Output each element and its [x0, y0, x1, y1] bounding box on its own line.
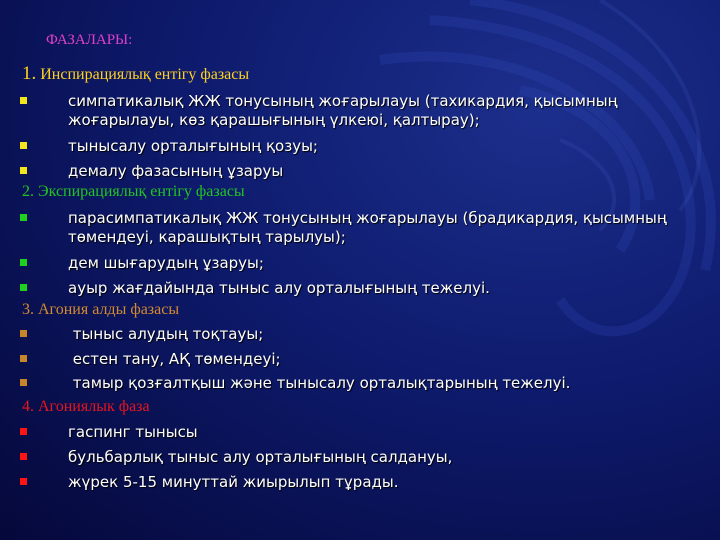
list-item	[20, 137, 710, 156]
list-item	[20, 350, 710, 369]
list-item	[20, 473, 710, 492]
bullet-icon	[20, 379, 27, 386]
list-item-text: ауыр жағдайында тыныс алу орталығының тежелуі.	[68, 279, 490, 297]
list-item	[20, 209, 710, 247]
bullet-icon	[20, 167, 27, 174]
list-item-text: дем шығарудың ұзаруы;	[68, 254, 264, 272]
phase-3-heading: 3. Агония алды фазасы	[22, 301, 180, 318]
bullet-icon	[20, 330, 27, 337]
list-item	[20, 448, 710, 467]
list-item	[20, 423, 710, 442]
list-item-text: тынысалу орталығының қозуы;	[68, 137, 318, 155]
list-item-text: демалу фазасының ұзаруы	[68, 162, 284, 180]
bullet-icon	[20, 259, 27, 266]
list-item-text: тамыр қозғалтқыш және тынысалу орталықтарының тежелуі.	[68, 374, 571, 392]
list-item	[20, 162, 710, 181]
list-item-text: симпатикалық ЖЖ тонусының жоғарылауы (тахикардия, қысымның жоғарылауы, көз қарашығының үлкеюі, қалтырау);	[68, 92, 618, 129]
bullet-icon	[20, 355, 27, 362]
list-item	[20, 325, 710, 344]
phase-4-heading: 4. Агониялык фаза	[22, 398, 150, 415]
bullet-icon	[20, 428, 27, 435]
list-item	[20, 92, 710, 130]
phase-1-number: 1.	[22, 63, 37, 84]
list-item-text: бульбарлық тыныс алу орталығының салдануы,	[68, 448, 453, 466]
bullet-icon	[20, 284, 27, 291]
bullet-icon	[20, 478, 27, 485]
list-item-text: естен тану, АҚ төмендеуі;	[68, 350, 281, 368]
list-item-text: парасимпатикалық ЖЖ тонусының жоғарылауы (брадикардия, қысымның төмендеуі, карашықтың тарылуы);	[68, 209, 667, 246]
phase-1-heading	[22, 63, 249, 85]
list-item	[20, 279, 710, 298]
list-item	[20, 374, 710, 393]
phase-2-heading: 2. Экспирациялық ентігу фазасы	[22, 183, 245, 200]
slide-title: ФАЗАЛАРЫ:	[46, 32, 133, 48]
bullet-icon	[20, 453, 27, 460]
list-item	[20, 254, 710, 273]
bullet-icon	[20, 142, 27, 149]
bullet-icon	[20, 97, 27, 104]
phase-1-title: Инспирациялық ентігу фазасы	[40, 66, 250, 83]
list-item-text: гаспинг тынысы	[68, 423, 198, 441]
list-item-text: тыныс алудың тоқтауы;	[68, 325, 264, 343]
bullet-icon	[20, 214, 27, 221]
list-item-text: жүрек 5-15 минуттай жиырылып тұрады.	[68, 473, 399, 491]
